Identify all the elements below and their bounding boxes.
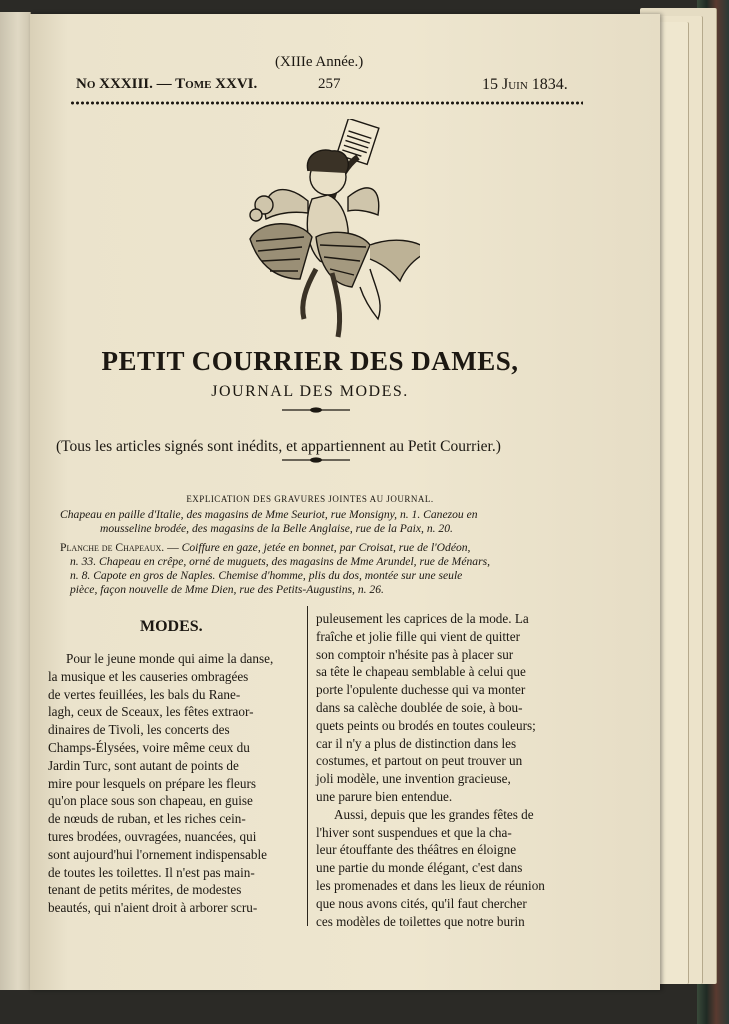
article-line: Aussi, depuis que les grandes fêtes de [334, 806, 534, 822]
article-line: la musique et les causeries ombragées [48, 668, 249, 684]
engravings-description [60, 508, 478, 536]
article-line: joli modèle, une invention gracieuse, [316, 771, 511, 787]
article-line: fraîche et jolie fille qui vient de quitter [316, 628, 520, 644]
article-line: Pour le jeune monde qui aime la danse, [66, 651, 274, 666]
article-line: ces modèles de toilettes que notre burin [316, 913, 525, 929]
article-line: lagh, ceux de Sceaux, les fêtes extraor- [48, 704, 254, 720]
description-line: pièce, façon nouvelle de Mme Dien, rue des Petits-Augustins, n. 26. [70, 583, 384, 596]
article-line: leur étouffante des théâtres en éloigne [316, 842, 517, 858]
article-line: une partie du monde élégant, c'est dans [316, 860, 523, 876]
article-line: son comptoir n'hésite pas à placer sur [316, 646, 514, 662]
facing-page-edge [0, 12, 31, 990]
article-line: sa tête le chapeau semblable à celui que [316, 664, 526, 680]
page-number: 257 [318, 76, 341, 92]
article-line: que nous avons cités, qu'il faut chercher [316, 895, 527, 911]
article-line: de nœuds de ruban, et les riches cein- [48, 811, 246, 827]
issue-date: 15 Juin 1834. [482, 76, 568, 93]
article-line: Jardin Turc, sont autant de points de [48, 757, 239, 773]
masthead-subtitle: JOURNAL DES MODES. [211, 383, 409, 400]
article-line: puleusement les caprices de la mode. La [316, 611, 529, 626]
ornament-divider [280, 406, 352, 414]
dotted-rule [70, 100, 583, 106]
column-rule [307, 606, 308, 926]
engravings-heading: EXPLICATION DES GRAVURES JOINTES AU JOURNAL. [186, 494, 434, 504]
description-line: Coiffure en gaze, jetée en bonnet, par Croisat, rue de l'Odéon, [181, 541, 471, 554]
article-column-right [316, 610, 570, 930]
article-line: les promenades et dans les lieux de réunion [316, 877, 545, 893]
article-line: qu'on place sous son chapeau, en guise [48, 793, 253, 809]
planche-label: Planche de Chapeaux. — [60, 541, 179, 554]
description-line: n. 8. Capote en gros de Naples. Chemise d'homme, plis du dos, montée sur une seule [70, 569, 463, 582]
article-line: car il n'y a plus de distinction dans les [316, 735, 517, 751]
description-line: Chapeau en paille d'Italie, des magasins de Mme Seuriot, rue Monsigny, n. 1. Canezou en [60, 508, 478, 521]
article-line: tures brodées, ouvragées, nuancées, qui [48, 828, 257, 844]
description-line: mousseline brodée, des magasins de la Belle Anglaise, rue de la Paix, n. 20. [100, 522, 453, 535]
article-line: une parure bien entendue. [316, 788, 453, 804]
annee-label: (XIIIe Année.) [275, 54, 364, 70]
article-line: dans sa calèche doublée de soie, à bou- [316, 699, 523, 715]
article-line: sont aujourd'hui l'ornement indispensable [48, 846, 268, 862]
article-heading: MODES. [140, 618, 203, 635]
article-line: de vertes feuillées, les bals du Rane- [48, 686, 241, 702]
article-line: beautés, qui n'aient droit à arborer scru- [48, 900, 258, 916]
article-line: l'hiver sont suspendues et que la cha- [316, 824, 512, 840]
article-line: tenant de petits mérites, de modestes [48, 882, 242, 898]
article-column-left [48, 650, 300, 917]
masthead-title: PETIT COURRIER DES DAMES, [101, 346, 519, 376]
article-line: dinaires de Tivoli, les concerts des [48, 722, 230, 738]
issue-number: No XXXIII. — Tome XXVI. [76, 76, 258, 92]
article-line: quets peints ou brodés en toutes couleurs; [316, 717, 536, 733]
article-line: mire pour lesquels on prépare les fleurs [48, 775, 256, 791]
cherub-vignette [220, 119, 420, 349]
article-line: de toutes les toilettes. Il n'est pas main- [48, 864, 255, 880]
description-line: n. 33. Chapeau en crêpe, orné de muguets, des magasins de Mme Arundel, rue de Ménars, [70, 555, 490, 568]
article-line: Champs-Élysées, voire même ceux du [48, 739, 250, 755]
article-line: costumes, et partout on peut trouver un [316, 753, 523, 769]
rights-notice: (Tous les articles signés sont inédits, et appartiennent au Petit Courrier.) [56, 438, 501, 455]
ornament-divider [280, 456, 352, 464]
journal-page [30, 14, 660, 990]
planche-description [60, 541, 490, 597]
article-line: porte l'opulente duchesse qui va monter [316, 682, 526, 698]
